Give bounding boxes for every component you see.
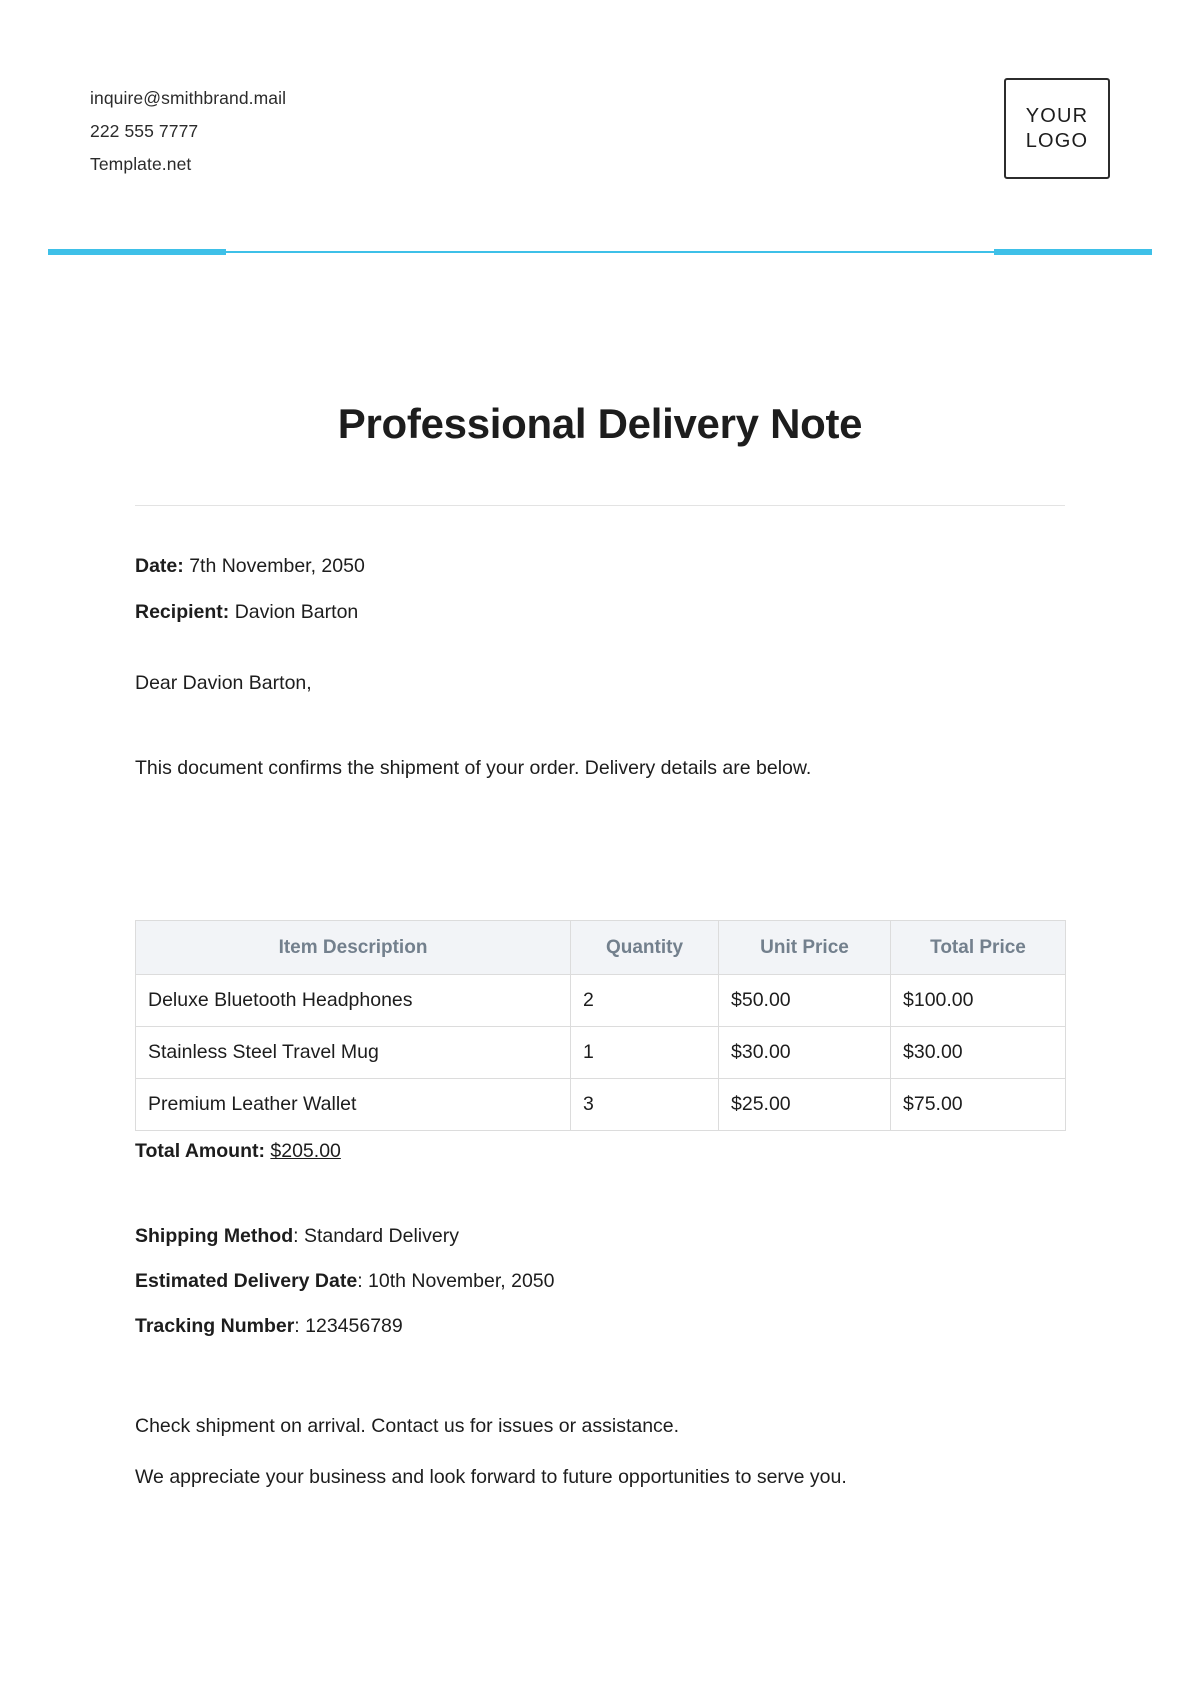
shipping-details xyxy=(135,1225,1065,1360)
table-row xyxy=(136,975,1066,1027)
cell-description: Premium Leather Wallet xyxy=(136,1079,571,1131)
date-label: Date: xyxy=(135,555,184,577)
column-header-description: Item Description xyxy=(136,921,571,975)
date-line xyxy=(135,555,1065,578)
shipping-method-label: Shipping Method xyxy=(135,1225,294,1247)
column-header-unit-price: Unit Price xyxy=(719,921,891,975)
logo-line-1: YOUR xyxy=(1025,104,1089,127)
table-row xyxy=(136,1027,1066,1079)
column-header-total-price: Total Price xyxy=(891,921,1066,975)
divider-accent-right xyxy=(994,249,1152,255)
contact-phone: 222 555 7777 xyxy=(90,121,199,142)
column-header-quantity: Quantity xyxy=(571,921,719,975)
document-header xyxy=(90,78,1110,179)
cell-quantity: 1 xyxy=(571,1027,719,1079)
recipient-label: Recipient: xyxy=(135,601,230,624)
contact-email: inquire@smithbrand.mail xyxy=(90,88,287,108)
logo-placeholder xyxy=(1004,78,1110,179)
estimated-delivery-line xyxy=(135,1270,1065,1293)
cell-unit-price: $50.00 xyxy=(719,975,891,1027)
table-header-row xyxy=(136,921,1066,975)
total-amount-line xyxy=(135,1140,341,1163)
cell-quantity: 2 xyxy=(571,975,719,1027)
title-underline xyxy=(135,505,1065,506)
cell-description: Deluxe Bluetooth Headphones xyxy=(136,975,571,1027)
closing-remarks xyxy=(135,1415,1065,1517)
page-title: Professional Delivery Note xyxy=(337,400,863,447)
estimated-delivery-value: : 10th November, 2050 xyxy=(357,1270,555,1292)
cell-description: Stainless Steel Travel Mug xyxy=(136,1027,571,1079)
cell-quantity: 3 xyxy=(571,1079,719,1131)
total-amount-value: $205.00 xyxy=(270,1140,341,1162)
contact-website: Template.net xyxy=(90,154,192,175)
cell-total-price: $75.00 xyxy=(891,1079,1066,1131)
cell-total-price: $100.00 xyxy=(891,975,1066,1027)
tracking-number-value: : 123456789 xyxy=(294,1315,403,1337)
logo-line-2: LOGO xyxy=(1025,129,1089,152)
shipping-method-value: : Standard Delivery xyxy=(293,1225,459,1247)
intro-paragraph: This document confirms the shipment of your order. Delivery details are below. xyxy=(135,756,812,779)
salutation: Dear Davion Barton, xyxy=(135,671,312,694)
tracking-number-label: Tracking Number xyxy=(135,1315,295,1337)
closing-line-2: We appreciate your business and look forward to future opportunities to serve you. xyxy=(135,1466,847,1488)
tracking-number-line xyxy=(135,1315,1065,1338)
table-row xyxy=(136,1079,1066,1131)
header-divider xyxy=(48,249,1152,255)
recipient-line xyxy=(135,601,1065,624)
closing-line-1: Check shipment on arrival. Contact us for issues or assistance. xyxy=(135,1415,680,1437)
recipient-value: Davion Barton xyxy=(234,601,359,624)
date-value: 7th November, 2050 xyxy=(189,555,365,577)
estimated-delivery-label: Estimated Delivery Date xyxy=(135,1270,358,1292)
cell-total-price: $30.00 xyxy=(891,1027,1066,1079)
document-body xyxy=(135,555,1065,780)
cell-unit-price: $25.00 xyxy=(719,1079,891,1131)
shipping-method-line xyxy=(135,1225,1065,1248)
total-amount-label: Total Amount: xyxy=(135,1140,265,1162)
divider-accent-left xyxy=(48,249,226,255)
contact-info xyxy=(90,78,286,174)
items-table xyxy=(135,920,1066,1131)
cell-unit-price: $30.00 xyxy=(719,1027,891,1079)
